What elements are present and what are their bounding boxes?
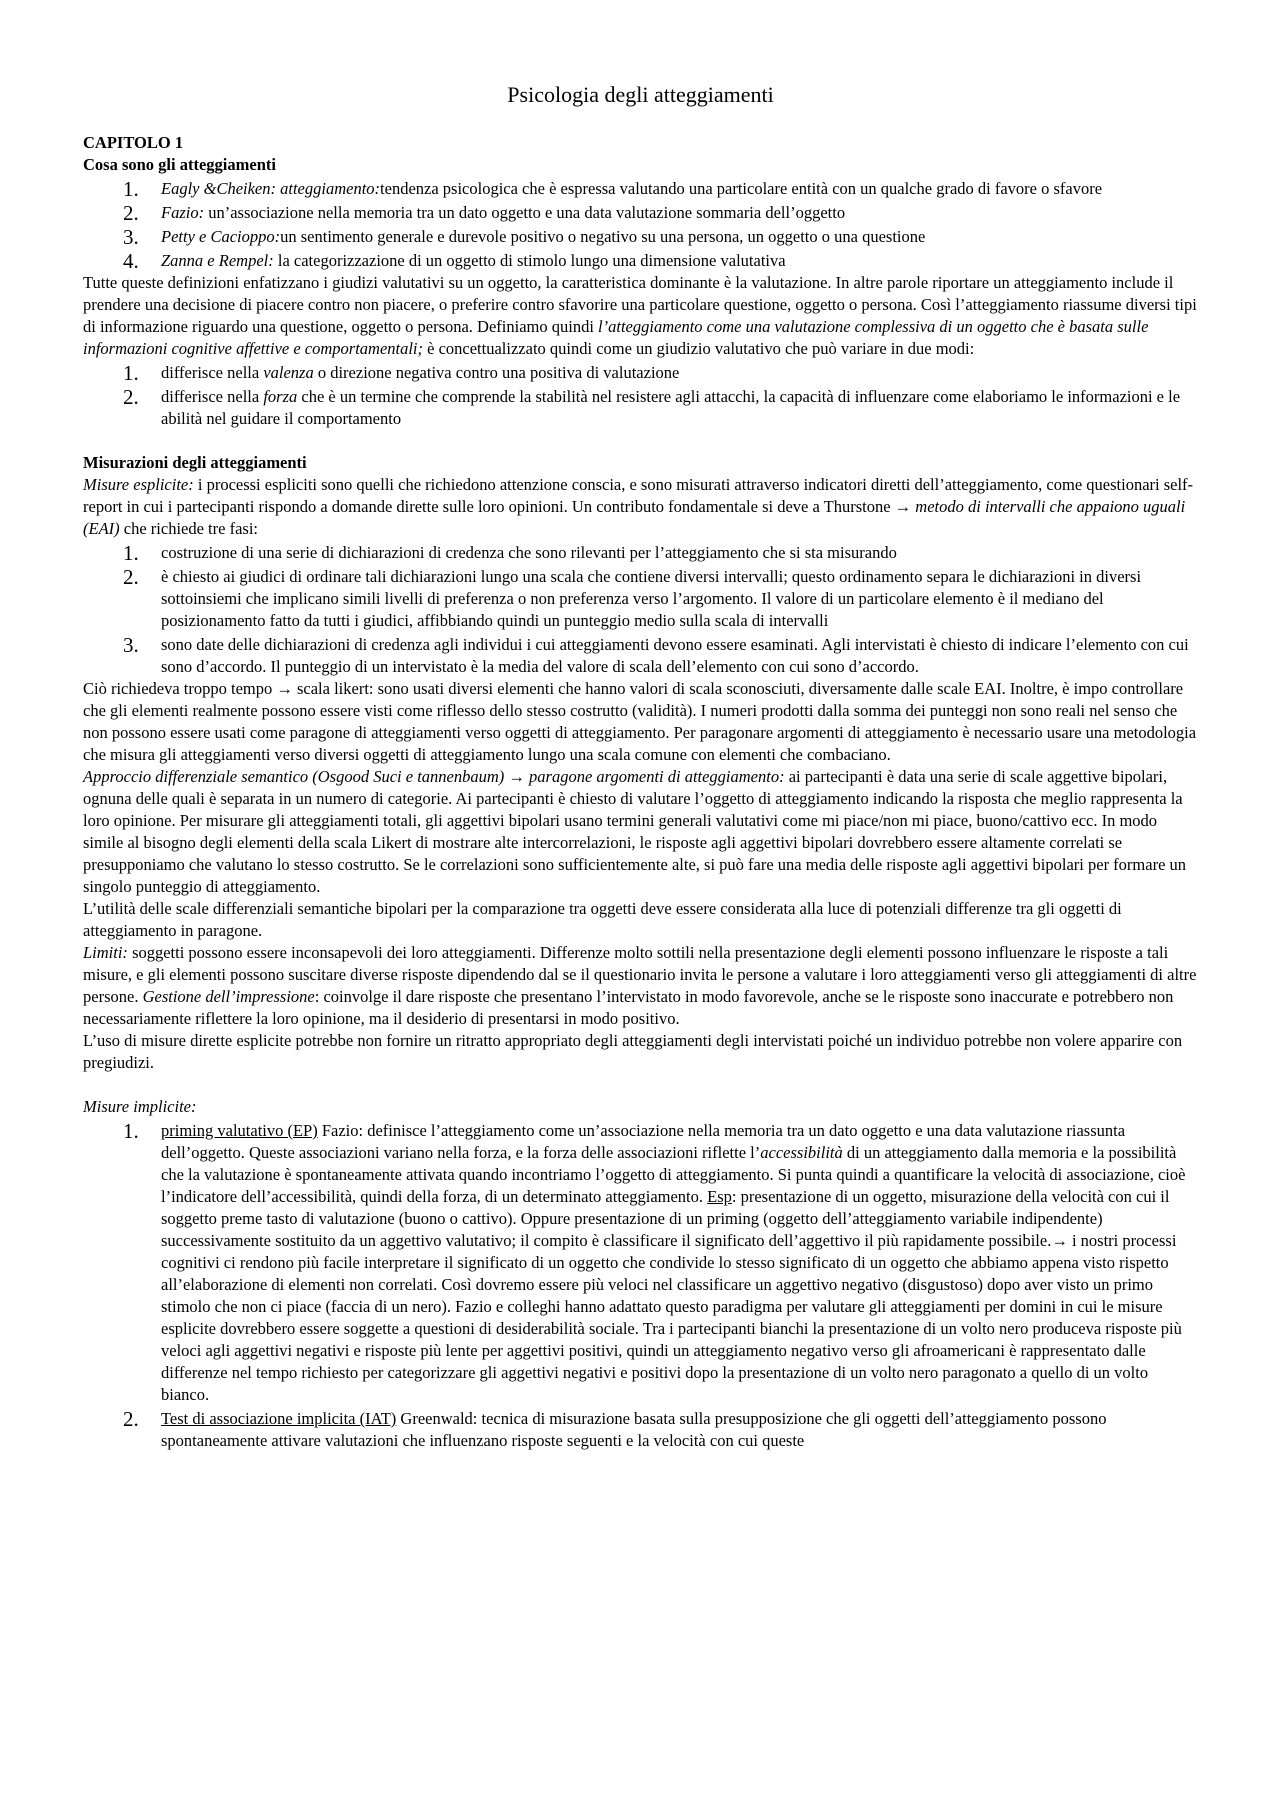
list-number: 1.	[123, 177, 139, 201]
spacer	[83, 430, 1198, 452]
document-title: Psicologia degli atteggiamenti	[507, 82, 774, 107]
author-name: Eagly &Cheiken: atteggiamento:	[161, 179, 381, 198]
paragraph-definitions-summary: Tutte queste definizioni enfatizzano i giudizi valutativi su un oggetto, la caratteristica dominante è la valutazione. In altre parole riportare un atteggiamento include il prendere una decisione di piacere contro non piacere, o preferire contro sfavorire una particolare questione, oggetto o persona. Così l’atteggiamento riassume diversi tipi di informazione riguardo una questione, oggetto o persona. Definiamo quindi l’atteggiamento come una valutazione complessiva di un oggetto che è basata sulle informazioni cognitive affettive e comportamentali; è concettualizzato quindi come un giudizio valutativo che può variare in due modi:	[83, 273, 1197, 358]
paragraph-limits: Limiti: soggetti possono essere inconsapevoli dei loro atteggiamenti. Differenze molto sottili nella presentazione degli elementi possono influenzare le risposte a tali misure, e gli elementi possono suscitare diverse risposte dipendendo dal se il questionario invita le persone a valutare i loro atteggiamenti verso gli atteggiamenti di altre persone. Gestione dell’impressione: coinvolge il dare risposte che presentano l’intervistato in modo favorevole, anche se le risposte sono inaccurate e potrebbero non necessariamente riflettere la loro opinione, ma il desiderio di presentarsi in modo positivo.	[83, 943, 1197, 1028]
list-item	[83, 250, 1198, 272]
author-name: Fazio:	[161, 203, 205, 222]
list-item	[83, 178, 1198, 200]
list-item: 3. sono date delle dichiarazioni di credenza agli individui i cui atteggiamenti devono essere esaminati. Agli intervistati è chiesto di indicare l’elemento con cui sono d’accordo. Il punteggio di un intervistato è la media del valore di scala dell’elemento con cui sono d’accordo.	[123, 633, 1189, 676]
list-item: 1. priming valutativo (EP) Fazio: definisce l’atteggiamento come un’associazione nella memoria tra un dato oggetto e una data valutazione riassunta dell’oggetto. Queste associazioni variano nella forza, e la forza delle associazioni riflette l’accessibilità di un atteggiamento dalla memoria e la possibilità che la valutazione è spontaneamente attivata quando incontriamo l’oggetto di atteggiamento. Si punta quindi a quantificare la velocità di associazione, cioè l’indicatore dell’accessibilità, quindi della forza, di un determinato atteggiamento. Esp: presentazione di un oggetto, misurazione della velocità con cui il soggetto preme tasto di valutazione (buono o cattivo). Oppure presentazione di un priming (oggetto dell’atteggiamento variabile indipendente) successivamente sostituito da un aggettivo valutativo; il compito è classificare il significato dell’aggettivo il più rapidamente possibile.→ i nostri processi cognitivi ci rendono più facile interpretare il significato di un oggetto che condivide lo stesso significato di un oggetto che abbiamo appena visto rispetto all’elaborazione di elementi non correlati. Così dovremo essere più veloci nel classificare un aggettivo negativo (disgustoso) dopo aver visto un primo stimolo che non ci piace (faccia di un nero). Fazio e colleghi hanno adattato questo paradigma per valutare gli atteggiamenti per domini in cui le misure esplicite dovrebbero essere soggette a questioni di desiderabilità sociale. Tra i partecipanti bianchi la presentazione di un volto nero produceva risposte più veloci agli aggettivi negativi e risposte più lente per aggettivi positivi, quindi un atteggiamento negativo verso gli afroamericani è rappresentato dalle differenze nel tempo richiesto per categorizzare gli aggettivi negativi e positivi dopo la presentazione di un volto nero paragonato a quello di un volto bianco.	[123, 1119, 1186, 1404]
list-number: 3.	[123, 633, 139, 657]
list-item: 1. costruzione di una serie di dichiarazioni di credenza che sono rilevanti per l’atteggiamento che si sta misurando	[123, 541, 897, 565]
chapter-heading: CAPITOLO 1	[83, 133, 184, 152]
paragraph-semantic-differential: Approccio differenziale semantico (Osgood Suci e tannenbaum) → paragone argomenti di atteggiamento: ai partecipanti è data una serie di scale aggettive bipolari, ognuna delle quali è separata in un numero di categorie. Ai partecipanti è chiesto di valutare l’oggetto di atteggiamento indicando la risposta che meglio rappresenta la loro opinione. Per misurare gli atteggiamenti totali, gli aggettivi bipolari usano termini generali valutativi come mi piace/non mi piace, buono/cattivo ecc. In modo simile al bisogno degli elementi della scala Likert di mostrare alte intercorrelazioni, le risposte agli aggettivi bipolari dovrebbero essere altamente correlati se presupponiamo che valutano lo stesso costrutto. Se le correlazioni sono sufficientemente alte, si può fare una media delle risposte agli aggettivi bipolari per formare un singolo punteggio di atteggiamento.	[83, 767, 1187, 896]
list-number: 1.	[123, 541, 139, 565]
definition-text: un’associazione nella memoria tra un dato oggetto e una data valutazione sommaria dell’oggetto	[204, 203, 846, 222]
paragraph-direct-measures: L’uso di misure dirette esplicite potrebbe non fornire un ritratto appropriato degli atteggiamenti degli intervistati poiché un individuo potrebbe non volere apparire con pregiudizi.	[83, 1031, 1183, 1072]
implicit-measures-list	[83, 1120, 1198, 1452]
list-number: 2.	[123, 1407, 139, 1431]
list-number: 2.	[123, 565, 139, 589]
document-content	[83, 80, 1198, 1452]
paragraph-utility: L’utilità delle scale differenziali semantiche bipolari per la comparazione tra oggetti deve essere considerata alla luce di potenziali differenze tra gli oggetti di atteggiamento in paragone.	[83, 899, 1122, 940]
definitions-list	[83, 178, 1198, 272]
list-item	[83, 202, 1198, 224]
paragraph-likert: Ciò richiedeva troppo tempo → scala likert: sono usati diversi elementi che hanno valori di scala sconosciuti, diversamente dalle scale EAI. Inoltre, è impo controllare che gli elementi realmente possono essere visti come riflesso dello stesso costrutto (validità). I numeri prodotti dalla somma dei punteggi non sono reali nel senso che non possono essere usati come paragone di atteggiamenti verso oggetti di atteggiamento. Per paragonare argomenti di atteggiamento è necessario usare una metodologia che misura gli atteggiamenti verso diversi oggetti di atteggiamento lungo una scala comune con elementi che combaciano.	[83, 679, 1197, 764]
list-number: 4.	[123, 249, 139, 273]
list-item: 2. Test di associazione implicita (IAT) Greenwald: tecnica di misurazione basata sulla presupposizione che gli oggetti dell’atteggiamento possono spontaneamente attivare valutazioni che influenzano risposte seguenti e la velocità con cui queste	[123, 1407, 1107, 1450]
list-number: 2.	[123, 385, 139, 409]
term-underlined: Esp	[707, 1187, 732, 1206]
list-number: 1.	[123, 361, 139, 385]
author-name: Petty e Cacioppo:	[161, 227, 281, 246]
modes-list	[83, 362, 1198, 430]
list-number: 2.	[123, 201, 139, 225]
term-underlined: Test di associazione implicita (IAT)	[161, 1409, 397, 1428]
section-heading-what-are-attitudes: Cosa sono gli atteggiamenti	[83, 155, 276, 174]
list-item: 1. differisce nella valenza o direzione negativa contro una positiva di valutazione	[123, 361, 680, 385]
paragraph-explicit-measures: Misure esplicite: i processi espliciti sono quelli che richiedono attenzione conscia, e sono misurati attraverso indicatori diretti dell’atteggiamento, come questionari self-report in cui i partecipanti rispondo a domande dirette sulle loro opinioni. Un contributo fondamentale si deve a Thurstone → metodo di intervalli che appaiono uguali (EAI) che richiede tre fasi:	[83, 475, 1194, 538]
list-item: 2. è chiesto ai giudici di ordinare tali dichiarazioni lungo una scala che contiene diversi intervalli; questo ordinamento separa le dichiarazioni in diversi sottoinsiemi che implicano simili livelli di preferenza o non preferenza verso l’argomento. Il valore di un particolare elemento è il mediano del posizionamento fatto da tutti i giudici, affibbiando quindi un punteggio medio sulla scala di intervalli	[123, 565, 1142, 630]
definition-text: un sentimento generale e durevole positivo o negativo su una persona, un oggetto o una questione	[280, 227, 926, 246]
term-underlined: priming valutativo (EP)	[161, 1121, 318, 1140]
definition-text: tendenza psicologica che è espressa valutando una particolare entità con un qualche grado di favore o sfavore	[380, 179, 1103, 198]
list-item: 2. differisce nella forza che è un termine che comprende la stabilità nel resistere agli attacchi, la capacità di influenzare come elaboriamo le informazioni e le abilità nel guidare il comportamento	[123, 385, 1181, 428]
list-item	[83, 226, 1198, 248]
phases-list	[83, 542, 1198, 678]
spacer	[83, 1074, 1198, 1096]
definition-text: la categorizzazione di un oggetto di stimolo lungo una dimensione valutativa	[273, 251, 786, 270]
list-number: 3.	[123, 225, 139, 249]
section-heading-measurements: Misurazioni degli atteggiamenti	[83, 453, 307, 472]
list-number: 1.	[123, 1119, 139, 1143]
section-heading-implicit-measures: Misure implicite:	[83, 1097, 197, 1116]
author-name: Zanna e Rempel:	[161, 251, 274, 270]
